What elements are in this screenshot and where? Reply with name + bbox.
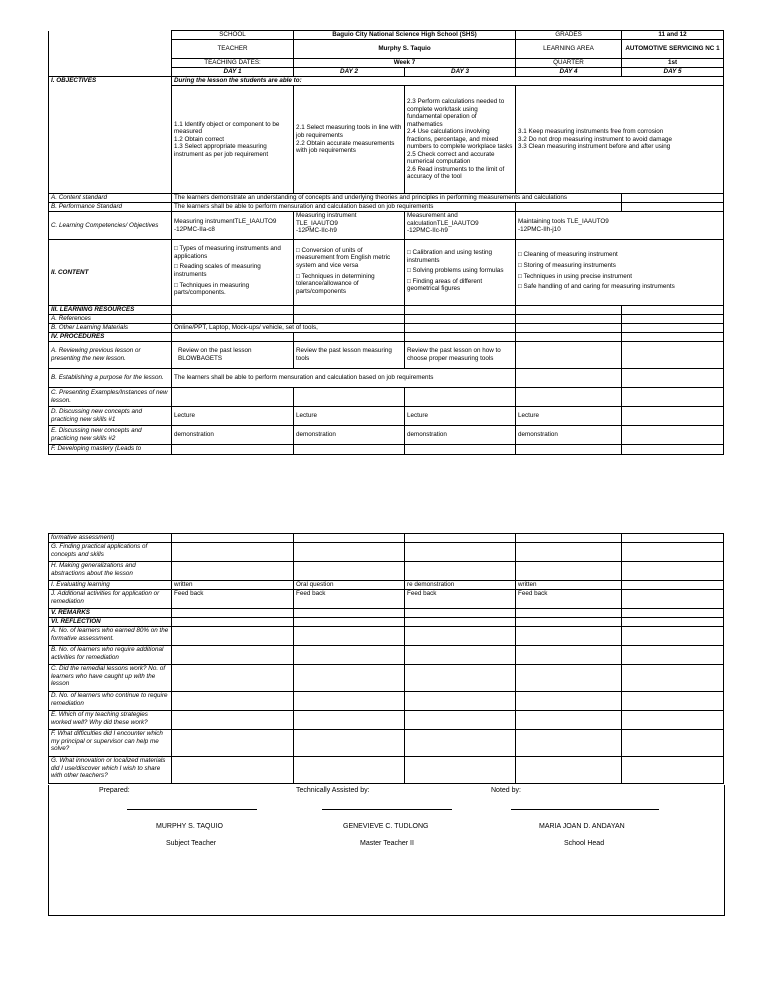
cell (294, 333, 405, 342)
remarks-label: V. REMARKS (49, 609, 172, 618)
procedure-e-day-4: demonstration (516, 426, 622, 445)
day-3-header: DAY 3 (405, 68, 516, 77)
objectives-day-2: 2.1 Select measuring tools in line with job requirements 2.2 Obtain accurate measurements with job requirements (294, 86, 405, 194)
teaching-dates-value: Week 7 (294, 59, 516, 68)
cell (405, 315, 516, 324)
cell (516, 333, 622, 342)
cell (294, 646, 405, 665)
reflection-d-label: D. No. of learners who continue to require remediation (49, 692, 172, 711)
cell (405, 711, 516, 730)
cell (405, 627, 516, 646)
cell (622, 665, 724, 692)
cell (622, 306, 724, 315)
cell (622, 333, 724, 342)
noted-title: School Head (564, 840, 605, 847)
prepared-name: MURPHY S. TAQUIO (156, 823, 223, 830)
cell (622, 315, 724, 324)
procedure-e-label: E. Discussing new concepts and practicing new skills #2 (49, 426, 172, 445)
reflection-label: VI. REFLECTION (49, 618, 172, 627)
day-2-header: DAY 2 (294, 68, 405, 77)
procedure-d-day-4: Lecture (516, 407, 622, 426)
cell (294, 315, 405, 324)
cell (622, 445, 724, 455)
cell (516, 757, 622, 784)
cell (516, 609, 622, 618)
procedure-j-day-2: Feed back (294, 590, 405, 609)
cell (405, 692, 516, 711)
cell (516, 618, 622, 627)
cell (622, 581, 724, 590)
procedure-i-day-4: written (516, 581, 622, 590)
cell (405, 665, 516, 692)
content-standard-day-5 (622, 194, 724, 203)
cell (172, 609, 294, 618)
objectives-day-3: 2.3 Perform calculations needed to complete work/task using fundamental operation of mathematics 2.4 Use calculations involving fractions, percentage, and mixed numbers to complete workplace tasks 2.5 Check correct and accurate numerical computation 2.6 Read instruments to the limit of accuracy of the tool (405, 86, 516, 194)
cell (622, 646, 724, 665)
performance-standard-label: B. Performance Standard (49, 203, 172, 212)
content-day-4-item: □ Cleaning of measuring instrument (518, 251, 618, 259)
cell (405, 445, 516, 455)
cell (622, 692, 724, 711)
cell (294, 609, 405, 618)
assisted-label: Technically Assisted by: (296, 787, 370, 794)
competencies-day-1: Measuring instrumentTLE_IAAUTO9 -12PMC-IIa-c8 (172, 212, 294, 240)
cell (172, 315, 294, 324)
cell (172, 646, 294, 665)
noted-name: MARIA JOAN D. ANDAYAN (539, 823, 625, 830)
competencies-label: C. Learning Competencies/ Objectives (49, 212, 172, 240)
procedure-i-day-1: written (172, 581, 294, 590)
cell (622, 324, 724, 333)
cell (516, 711, 622, 730)
prepared-title: Subject Teacher (166, 840, 217, 847)
cell (516, 306, 622, 315)
grades-label: GRADES (516, 31, 622, 40)
cell (294, 711, 405, 730)
cell (172, 306, 294, 315)
cell (405, 388, 516, 407)
cell (172, 730, 294, 757)
objectives-label: I. OBJECTIVES (49, 77, 172, 194)
cell (172, 445, 294, 455)
learning-resources-label: III. LEARNING RESOURCES (49, 306, 172, 315)
cell (516, 692, 622, 711)
cell (622, 618, 724, 627)
teaching-dates-label: TEACHING DATES: (172, 59, 294, 68)
procedure-a-day-3: Review the past lesson on how to choose proper measuring tools (405, 342, 516, 369)
cell (622, 609, 724, 618)
content-day-1 (172, 240, 294, 306)
cell (294, 562, 405, 581)
procedure-f-label: F. Developing mastery (Leads to (49, 445, 172, 455)
content-day-1-item: □ Reading scales of measuring instruments (174, 263, 261, 278)
performance-standard-day-5 (622, 203, 724, 212)
cell (405, 730, 516, 757)
reflection-b-label: B. No. of learners who require additional activities for remediation (49, 646, 172, 665)
objectives-day-4: 3.1 Keep measuring instruments free from corrosion 3.2 Do not drop measuring instrument to avoid damage 3.3 Clean measuring instrument before and after using (516, 86, 724, 194)
cell (622, 543, 724, 562)
assisted-signature-line (322, 809, 452, 810)
reflection-e-label: E. Which of my teaching strategies worked well? Why did these work? (49, 711, 172, 730)
cell (516, 627, 622, 646)
content-day-4-item: □ Techniques in using precise instrument (518, 272, 632, 280)
learning-area-value: AUTOMOTIVE SERVICING NC 1 (622, 40, 724, 59)
prepared-label: Prepared: (99, 787, 130, 794)
procedure-h-label: H. Making generalizations and abstractions about the lesson (49, 562, 172, 581)
cell (172, 534, 294, 543)
reflection-c-label: C. Did the remedial lessons work? No. of learners who have caught up with the lesson (49, 665, 172, 692)
cell (172, 627, 294, 646)
cell (405, 534, 516, 543)
procedure-a-day-1: Review on the past lesson BLOWBAGETS (172, 342, 294, 369)
cell (622, 711, 724, 730)
cell (405, 306, 516, 315)
noted-label: Noted by: (491, 787, 521, 794)
content-day-3-item: □ Solving problems using formulas (407, 267, 504, 275)
assisted-title: Master Teacher II (360, 840, 414, 847)
teacher-label: TEACHER (172, 40, 294, 59)
cell (622, 342, 724, 369)
cell (294, 627, 405, 646)
cell (405, 618, 516, 627)
cell (622, 562, 724, 581)
reflection-g-label: G. What innovation or localized materials did I use/discover which I wish to share with other teachers? (49, 757, 172, 784)
cell (294, 665, 405, 692)
content-day-4-item: □ Storing of measuring instruments (518, 261, 616, 269)
cell (622, 730, 724, 757)
cell (405, 333, 516, 342)
signature-block (48, 785, 725, 916)
cell (516, 324, 622, 333)
procedure-d-day-2: Lecture (294, 407, 405, 426)
cell (294, 757, 405, 784)
objectives-intro: During the lesson the students are able to: (172, 77, 724, 86)
cell (405, 757, 516, 784)
procedure-j-day-3: Feed back (405, 590, 516, 609)
procedure-j-label: J. Additional activities for application or remediation (49, 590, 172, 609)
content-standard-value: The learners demonstrate an understanding of concepts and underlying theories and principles in performing measurements and calculations (172, 194, 622, 203)
cell (294, 445, 405, 455)
other-materials-label: B. Other Learning Materials (49, 324, 172, 333)
lesson-plan-table-page-2 (48, 533, 724, 784)
cell (622, 590, 724, 609)
content-day-3-item: □ Calibration and using testing instruments (407, 249, 493, 264)
content-day-2-item: □ Conversion of units of measurement from English metric system and vice versa (296, 246, 391, 269)
cell (516, 562, 622, 581)
objectives-day-1: 1.1 Identify object or component to be measured 1.2 Obtain correct 1.3 Select appropriate measuring instrument as per job requirement (172, 86, 294, 194)
procedure-i-label: I. Evaluating learning (49, 581, 172, 590)
cell (622, 369, 724, 388)
cell (405, 562, 516, 581)
day-1-header: DAY 1 (172, 68, 294, 77)
content-label: II. CONTENT (49, 240, 172, 306)
content-day-4-item: □ Safe handling of and caring for measuring instruments (518, 283, 675, 291)
performance-standard-value: The learners shall be able to perform mensuration and calculation based on job requirements (172, 203, 516, 212)
procedure-a-label: A. Reviewing previous lesson or presenting the new lesson. (49, 342, 172, 369)
cell (516, 730, 622, 757)
cell (622, 627, 724, 646)
procedure-a-day-2: Review the past lesson measuring tools (294, 342, 405, 369)
day-5-header: DAY 5 (622, 68, 724, 77)
school-label: SCHOOL (172, 31, 294, 40)
procedures-label: IV. PROCEDURES (49, 333, 172, 342)
cell (172, 757, 294, 784)
cell (172, 618, 294, 627)
procedure-e-day-3: demonstration (405, 426, 516, 445)
cell (294, 306, 405, 315)
content-day-2-item: □ Techniques in determining tolerance/allowance of parts/components (296, 272, 375, 295)
assisted-name: GENEVIEVE C. TUDLONG (343, 823, 429, 830)
noted-signature-line (511, 809, 659, 810)
procedure-c-label: C. Presenting Examples/Instances of new lesson. (49, 388, 172, 407)
procedure-b-value: The learners shall be able to perform mensuration and calculation based on job requirements (172, 369, 516, 388)
performance-standard-day-4 (516, 203, 622, 212)
cell (516, 369, 622, 388)
competencies-day-3: Measurement and calculationTLE_IAAUTO9 -12PMC-IIc-h9 (405, 212, 516, 240)
grades-value: 11 and 12 (622, 31, 724, 40)
prepared-signature-line (127, 809, 257, 810)
references-label: A. References (49, 315, 172, 324)
procedure-f-label-continued: formative assessment) (49, 534, 172, 543)
cell (405, 324, 516, 333)
cell (516, 534, 622, 543)
cell (622, 407, 724, 426)
cell (172, 333, 294, 342)
procedure-i-day-3: re demonstration (405, 581, 516, 590)
procedure-e-day-1: demonstration (172, 426, 294, 445)
cell (622, 757, 724, 784)
blank-header-cell (49, 31, 172, 77)
procedure-e-day-2: demonstration (294, 426, 405, 445)
content-day-2 (294, 240, 405, 306)
cell (294, 534, 405, 543)
cell (172, 388, 294, 407)
cell (405, 609, 516, 618)
procedure-d-label: D. Discussing new concepts and practicing new skills #1 (49, 407, 172, 426)
cell (622, 388, 724, 407)
cell (516, 342, 622, 369)
cell (294, 543, 405, 562)
reflection-a-label: A. No. of learners who earned 80% on the formative assessment. (49, 627, 172, 646)
procedure-j-day-4: Feed back (516, 590, 622, 609)
cell (516, 543, 622, 562)
cell (516, 445, 622, 455)
reflection-f-label: F. What difficulties did I encounter which my principal or supervisor can help me solve? (49, 730, 172, 757)
cell (405, 543, 516, 562)
content-day-1-item: □ Techniques in measuring parts/components. (174, 281, 250, 297)
teacher-value: Murphy S. Taquio (294, 40, 516, 59)
school-value: Baguio City National Science High School (SHS) (294, 31, 516, 40)
cell (622, 426, 724, 445)
cell (172, 692, 294, 711)
cell (405, 646, 516, 665)
procedure-b-label: B. Establishing a purpose for the lesson. (49, 369, 172, 388)
quarter-value: 1st (622, 59, 724, 68)
quarter-label: QUARTER (516, 59, 622, 68)
cell (172, 711, 294, 730)
procedure-i-day-2: Oral question (294, 581, 405, 590)
content-day-3-item: □ Finding areas of different geometrical figures (407, 277, 483, 293)
cell (172, 562, 294, 581)
cell (294, 618, 405, 627)
content-day-3 (405, 240, 516, 306)
lesson-plan-table-page-1 (48, 30, 724, 455)
day-4-header: DAY 4 (516, 68, 622, 77)
cell (516, 315, 622, 324)
cell (172, 665, 294, 692)
cell (622, 534, 724, 543)
content-day-4 (516, 240, 724, 306)
cell (294, 388, 405, 407)
cell (172, 543, 294, 562)
competencies-day-4: Maintaining tools TLE_IAAUTO9 -12PMC-IIh-j10 (516, 212, 724, 240)
cell (516, 646, 622, 665)
procedure-d-day-3: Lecture (405, 407, 516, 426)
competencies-day-2: Measuring instrument TLE_IAAUTO9 -12PMC-IIc-h9 (294, 212, 405, 240)
procedure-d-day-1: Lecture (172, 407, 294, 426)
cell (294, 730, 405, 757)
other-materials-value: Online/PPT, Laptop, Mock-ups/ vehicle, set of tools, (172, 324, 405, 333)
content-standard-label: A. Content standard (49, 194, 172, 203)
procedure-g-label: G. Finding practical applications of concepts and skills (49, 543, 172, 562)
cell (516, 665, 622, 692)
cell (294, 692, 405, 711)
cell (516, 388, 622, 407)
content-day-1-item: □ Types of measuring instruments and applications (174, 245, 281, 260)
procedure-j-day-1: Feed back (172, 590, 294, 609)
learning-area-label: LEARNING AREA (516, 40, 622, 59)
